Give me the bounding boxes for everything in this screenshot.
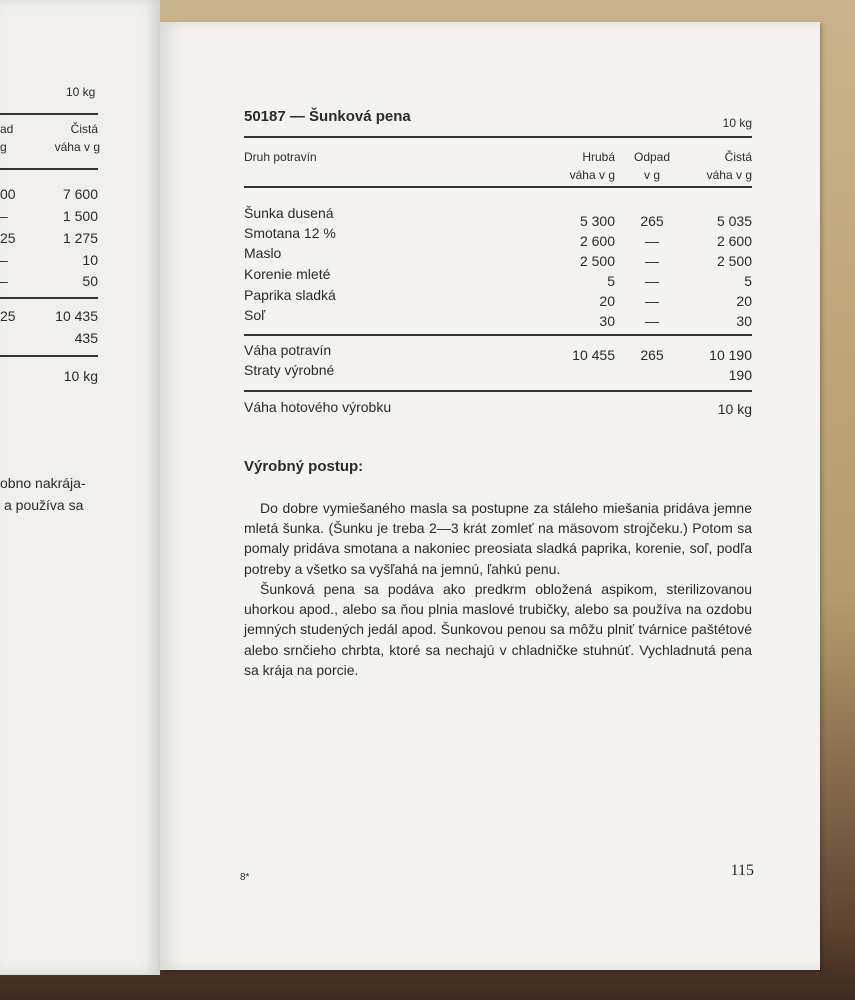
recipe-title: 50187 — Šunková pena xyxy=(244,108,411,125)
left-head-col2-a: Čistá xyxy=(70,122,98,136)
left-row-c2: 1 500 xyxy=(62,208,98,224)
left-row-c1: 00 xyxy=(0,186,16,202)
procedure-text: Do dobre vymiešaného masla sa postupne za stáleho miešania pridáva jemne mletá šunka. (Šunku je treba 2—3 krát zomleť na mäsovom strojčeku.) Potom sa pomaly pridáva smotana a nakoniec preosiata sladká paprika, korenie, soľ, podľa potreby a všetko sa vyšľahá na jemnú, ľahkú penu. xyxy=(244,500,752,577)
table-rule-totals xyxy=(244,334,752,336)
ingredient-net: 5 xyxy=(744,273,752,289)
recipe-unit: 10 kg xyxy=(722,116,752,130)
ingredient-name: Korenie mleté xyxy=(244,266,331,282)
left-sum-c2: 10 435 xyxy=(55,308,98,324)
ingredient-net: 2 500 xyxy=(716,253,752,269)
ingredient-name: Smotana 12 % xyxy=(244,225,336,241)
left-head-col2-b: váha v g xyxy=(54,140,100,154)
procedure-paragraph-1 xyxy=(244,498,752,579)
losses-net: 190 xyxy=(728,367,752,383)
col-header-net: váha v g xyxy=(706,168,752,182)
final-label: Váha hotového výrobku xyxy=(244,399,392,415)
col-header-waste: v g xyxy=(643,168,660,182)
ingredient-name: Paprika sladká xyxy=(244,287,336,303)
left-final: 10 kg xyxy=(63,368,98,384)
page-number: 115 xyxy=(730,862,754,879)
procedure-heading: Výrobný postup: xyxy=(244,458,364,475)
ingredient-net: 20 xyxy=(736,293,752,309)
ingredient-gross: 5 300 xyxy=(579,213,615,229)
ingredient-net: 5 035 xyxy=(716,213,752,229)
left-row-c1: – xyxy=(0,273,8,289)
ingredient-gross: 2 600 xyxy=(579,233,615,249)
totals-label: Váha potravín xyxy=(244,342,332,358)
ingredient-waste: — xyxy=(645,293,659,309)
col-header-gross: Hrubá xyxy=(582,150,615,164)
procedure-text: Šunková pena sa podáva ako predkrm obložená aspikom, sterilizovanou uhorkou apod., alebo sa ňou plnia maslové trubičky, alebo sa používa na ozdobu jemných studených jedál apod. Šunkovou penou sa môžu plniť tvárnice paštétové alebo srnčieho chrbta, ktoré sa nechajú v chladničke stuhnúť. Vychladnutá pena sa krája na porcie. xyxy=(244,581,752,678)
left-rule-final xyxy=(0,355,98,357)
ingredient-net: 30 xyxy=(736,313,752,329)
losses-label: Straty výrobné xyxy=(244,362,335,378)
ingredient-gross: 5 xyxy=(607,273,615,289)
ingredient-name: Soľ xyxy=(244,307,266,323)
ingredient-gross: 2 500 xyxy=(579,253,615,269)
final-net: 10 kg xyxy=(717,401,752,417)
left-loss: 435 xyxy=(74,330,98,346)
left-rule-top xyxy=(0,113,98,115)
col-header-name: Druh potravín xyxy=(244,150,317,164)
left-head-col1-b: g xyxy=(0,140,7,154)
procedure-paragraph-2 xyxy=(244,579,752,680)
totals-net: 10 190 xyxy=(709,347,752,363)
left-rule-head xyxy=(0,168,98,170)
ingredient-name: Šunka dusená xyxy=(244,205,334,221)
totals-waste: 265 xyxy=(640,347,664,363)
left-head-col1-a: ad xyxy=(0,122,14,136)
left-row-c2: 10 xyxy=(82,252,98,268)
left-rule-sum xyxy=(0,297,98,299)
table-rule-head xyxy=(244,186,752,188)
ingredient-waste: — xyxy=(645,273,659,289)
ingredient-gross: 30 xyxy=(599,313,615,329)
col-header-net: Čistá xyxy=(724,150,752,164)
left-row-c1: – xyxy=(0,252,8,268)
left-sum-c1: 25 xyxy=(0,308,16,324)
table-rule-top xyxy=(244,136,752,138)
ingredient-net: 2 600 xyxy=(716,233,752,249)
table-rule-final xyxy=(244,390,752,392)
left-text-line: obno nakrája- xyxy=(0,475,86,491)
col-header-waste: Odpad xyxy=(633,150,671,164)
right-page xyxy=(160,22,820,970)
ingredient-gross: 20 xyxy=(599,293,615,309)
left-row-c2: 50 xyxy=(82,273,98,289)
ingredient-waste: — xyxy=(645,233,659,249)
left-row-c1: – xyxy=(0,208,8,224)
left-row-c2: 1 275 xyxy=(62,230,98,246)
ingredient-waste: 265 xyxy=(640,213,664,229)
left-row-c2: 7 600 xyxy=(62,186,98,202)
ingredient-waste: — xyxy=(645,313,659,329)
left-text-line: a používa sa xyxy=(4,497,84,513)
left-unit: 10 kg xyxy=(66,85,96,99)
ingredient-waste: — xyxy=(645,253,659,269)
left-row-c1: 25 xyxy=(0,230,16,246)
totals-gross: 10 455 xyxy=(572,347,615,363)
left-page xyxy=(0,0,160,975)
ingredient-name: Maslo xyxy=(244,245,282,261)
col-header-gross: váha v g xyxy=(569,168,615,182)
signature-mark: 8* xyxy=(240,872,250,883)
